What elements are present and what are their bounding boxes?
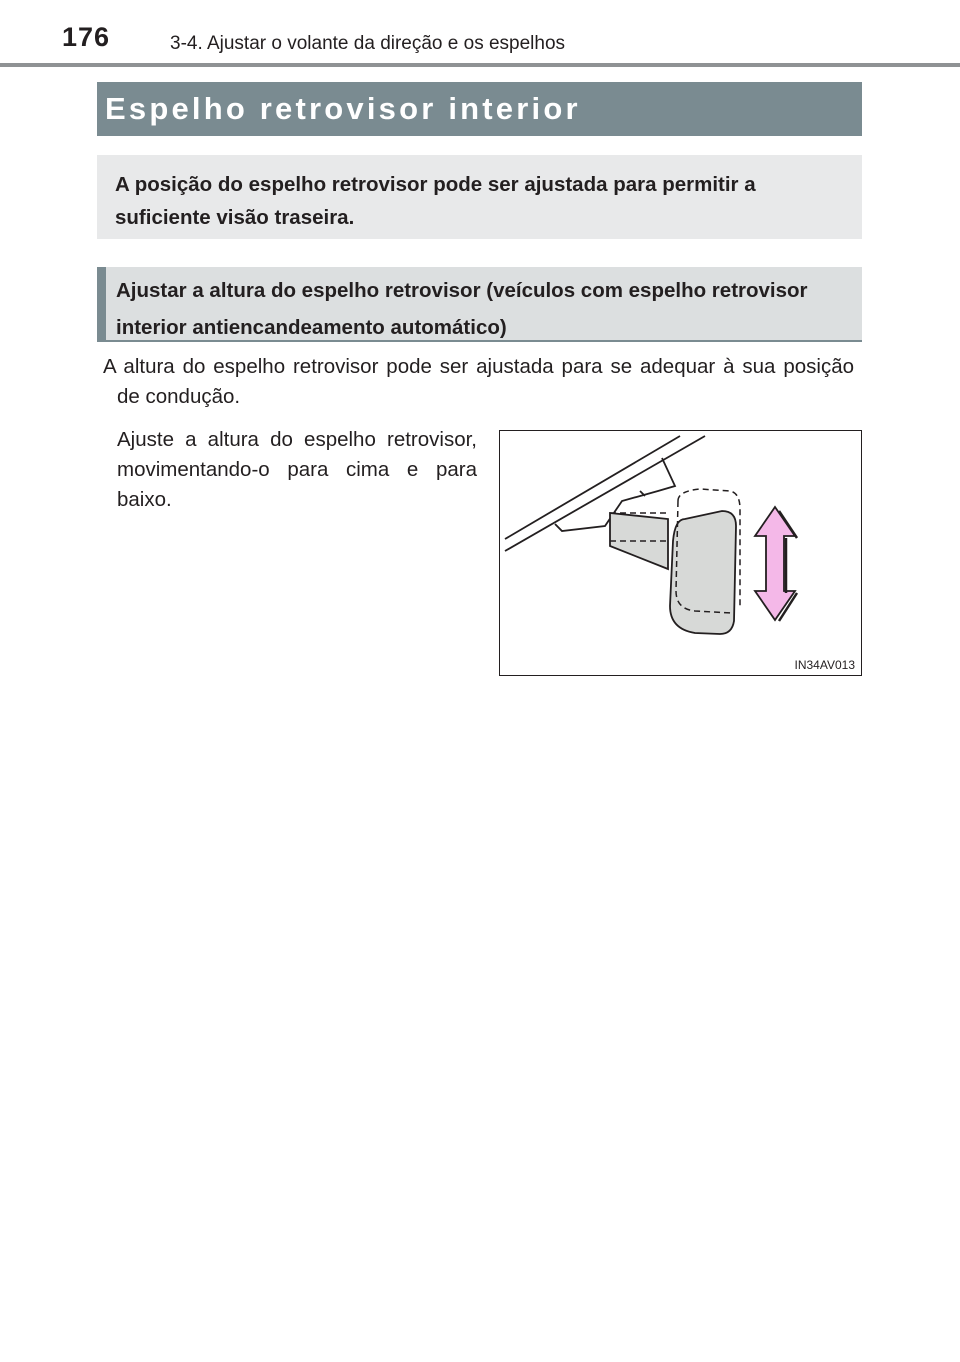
subsection-banner: Ajustar a altura do espelho retrovisor (veículos com espelho retrovisor interior antiencandeamento automático) — [97, 267, 862, 342]
paragraph-instruction: Ajuste a altura do espelho retrovisor, movimentando-o para cima e para baixo. — [117, 428, 477, 511]
chapter-title: 3-4. Ajustar o volante da direção e os espelhos — [170, 33, 566, 54]
intro-box: A posição do espelho retrovisor pode ser ajustada para permitir a suficiente visão traseira. — [97, 155, 862, 239]
page-number: 176 — [62, 22, 111, 52]
section-banner — [97, 82, 862, 136]
mirror-illustration — [500, 431, 860, 674]
header-rule — [0, 63, 960, 67]
mirror-figure — [499, 430, 862, 676]
paragraph-height-adjust: A altura do espelho retrovisor pode ser ajustada para se adequar à sua posição de condução. — [103, 355, 854, 408]
mirror-arm — [610, 513, 668, 569]
figure-code: IN34AV013 — [794, 658, 855, 672]
mirror-body — [670, 511, 736, 634]
section-title: Espelho retrovisor interior — [105, 91, 581, 126]
